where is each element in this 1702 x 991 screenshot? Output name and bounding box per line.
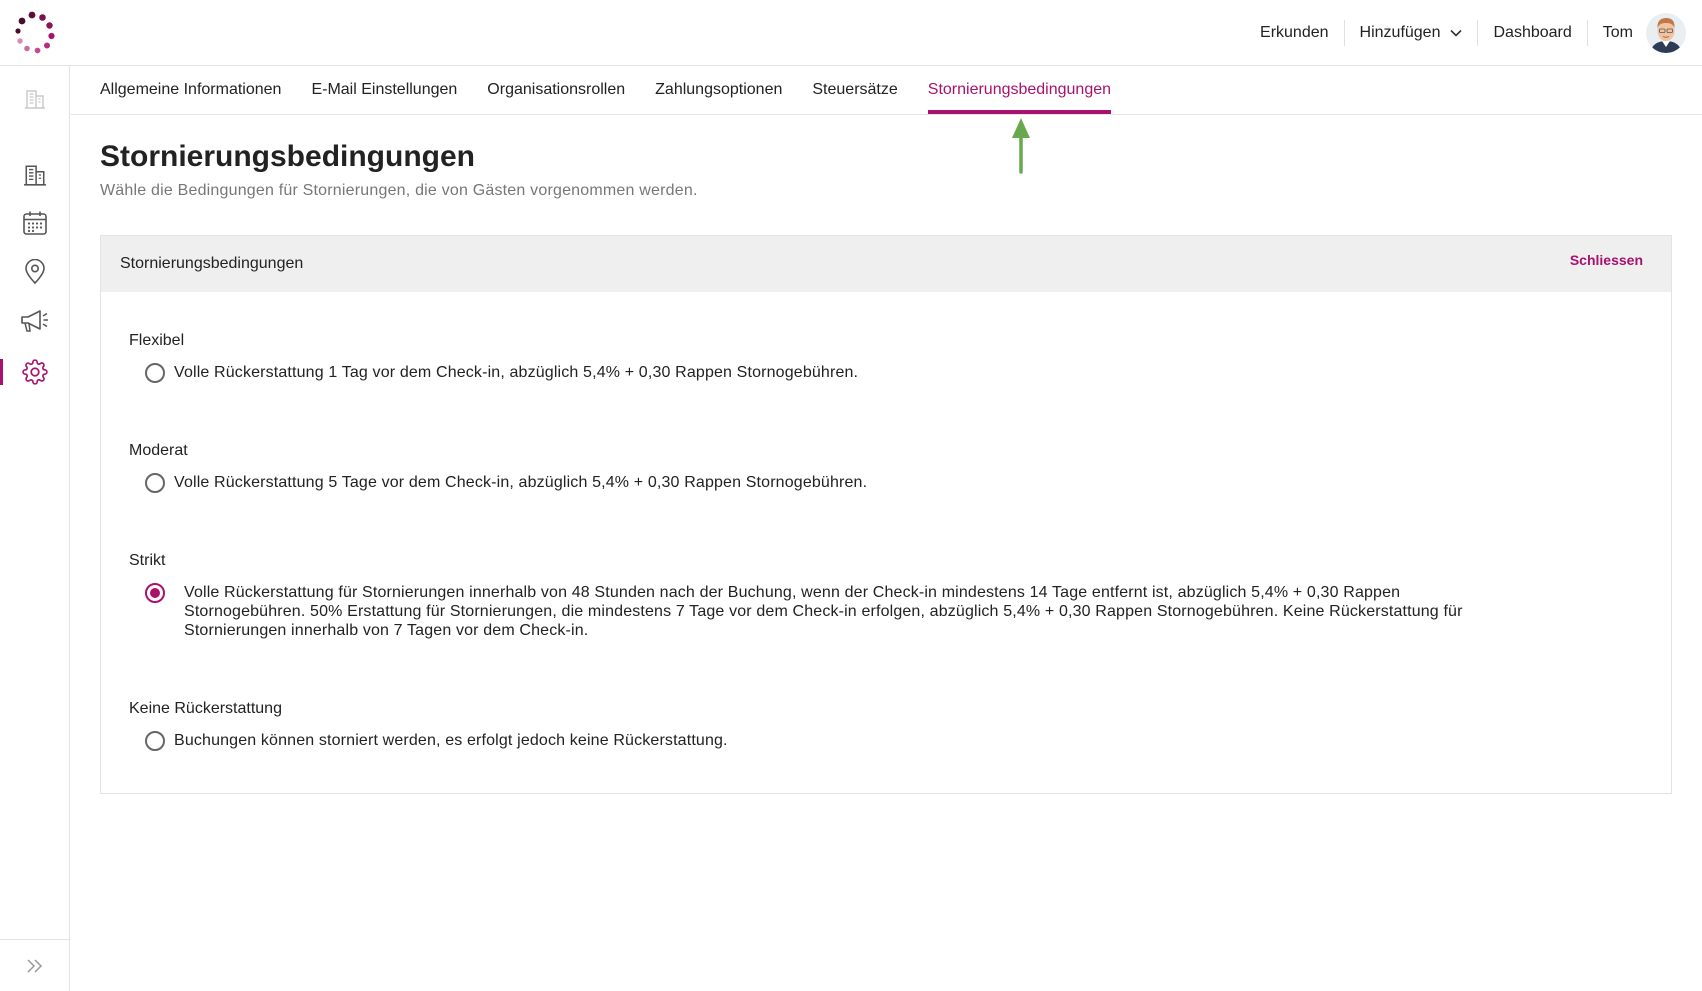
option-label: Strikt [129, 552, 166, 569]
option-description: Volle Rückerstattung 5 Tage vor dem Check-in, abzüglich 5,4% + 0,30 Rappen Stornogebühren. [174, 474, 868, 491]
tab-organization-roles[interactable]: Organisationsrollen [487, 80, 626, 98]
arrow-up-annotation-icon [1010, 116, 1032, 174]
page-title: Stornierungsbedingungen [100, 140, 475, 173]
top-bar [0, 0, 1702, 66]
option-label: Keine Rückerstattung [129, 700, 282, 717]
option-row-strict[interactable] [145, 583, 1474, 640]
radio-strict[interactable] [145, 583, 165, 603]
tab-payment-options[interactable]: Zahlungsoptionen [655, 80, 783, 98]
avatar-image [1646, 13, 1686, 53]
nav-dashboard[interactable] [1478, 20, 1586, 46]
building-faded-icon[interactable] [20, 84, 50, 114]
tab-email-settings[interactable]: E-Mail Einstellungen [311, 80, 458, 98]
option-strict [129, 552, 1474, 640]
building-faded-icon [24, 88, 46, 110]
double-chevron-right-icon [25, 958, 45, 974]
nav-dashboard-label: Dashboard [1493, 24, 1572, 41]
close-button[interactable]: Schliessen [1569, 252, 1643, 268]
nav-user[interactable] [1588, 20, 1648, 46]
tab-tax-rates[interactable]: Steuersätze [812, 80, 898, 98]
sidebar [0, 66, 70, 991]
nav-add-dropdown[interactable] [1345, 20, 1478, 46]
option-label: Moderat [129, 442, 188, 459]
logo[interactable] [12, 10, 58, 56]
option-row-flexible[interactable] [145, 363, 858, 383]
option-no-refund [129, 700, 728, 751]
chevron-down-icon [1450, 29, 1462, 37]
location-pin-icon[interactable] [20, 257, 50, 287]
nav-explore[interactable] [1245, 20, 1344, 46]
megaphone-icon [20, 308, 50, 334]
settings-tabs [71, 66, 1702, 115]
top-nav [1245, 0, 1686, 66]
calendar-icon [22, 210, 48, 236]
location-pin-icon [23, 259, 47, 285]
option-row-moderate[interactable] [145, 473, 867, 493]
option-label: Flexibel [129, 332, 185, 349]
radio-no-refund[interactable] [145, 731, 165, 751]
user-name: Tom [1602, 24, 1633, 41]
building-icon[interactable] [20, 160, 50, 190]
sidebar-active-indicator [0, 359, 3, 385]
megaphone-icon[interactable] [20, 306, 50, 336]
gear-icon[interactable] [20, 357, 50, 387]
option-description: Volle Rückerstattung 1 Tag vor dem Check-in, abzüglich 5,4% + 0,30 Rappen Stornogebühren. [174, 364, 859, 381]
option-moderate [129, 442, 867, 493]
gear-icon [22, 359, 48, 385]
building-icon [23, 163, 47, 187]
radio-flexible[interactable] [145, 363, 165, 383]
option-flexible [129, 332, 858, 383]
option-description: Buchungen können storniert werden, es erfolgt jedoch keine Rückerstattung. [174, 732, 728, 749]
sidebar-expand-button[interactable] [0, 939, 70, 991]
nav-add-label: Hinzufügen [1359, 24, 1441, 41]
page-subtitle: Wähle die Bedingungen für Stornierungen, die von Gästen vorgenommen werden. [100, 182, 698, 199]
panel-title: Stornierungsbedingungen [120, 255, 304, 272]
tab-general-info[interactable]: Allgemeine Informationen [100, 80, 282, 98]
panel-header [101, 236, 1671, 292]
option-row-no-refund[interactable] [145, 731, 728, 751]
cancellation-policy-panel [100, 235, 1672, 794]
avatar[interactable] [1646, 13, 1686, 53]
nav-explore-label: Erkunden [1260, 24, 1329, 41]
radio-moderate[interactable] [145, 473, 165, 493]
tab-cancellation-policies[interactable]: Stornierungsbedingungen [928, 66, 1111, 115]
calendar-icon[interactable] [20, 208, 50, 238]
option-description: Volle Rückerstattung für Stornierungen innerhalb von 48 Stunden nach der Buchung, wenn der Check-in mindestens 14 Tage entfernt ist, abzüglich 5,4% + 0,30 Rappen Stornogebühren. 50% Erstattung für Stornierungen, die mindestens 7 Tage vor dem Check-in erfolgen, abzüglich 5,4% + 0,30 Rappen Stornogebühren. Keine Rückerstattung für Stornierungen innerhalb von 7 Tagen vor dem Check-in. [184, 584, 1463, 639]
